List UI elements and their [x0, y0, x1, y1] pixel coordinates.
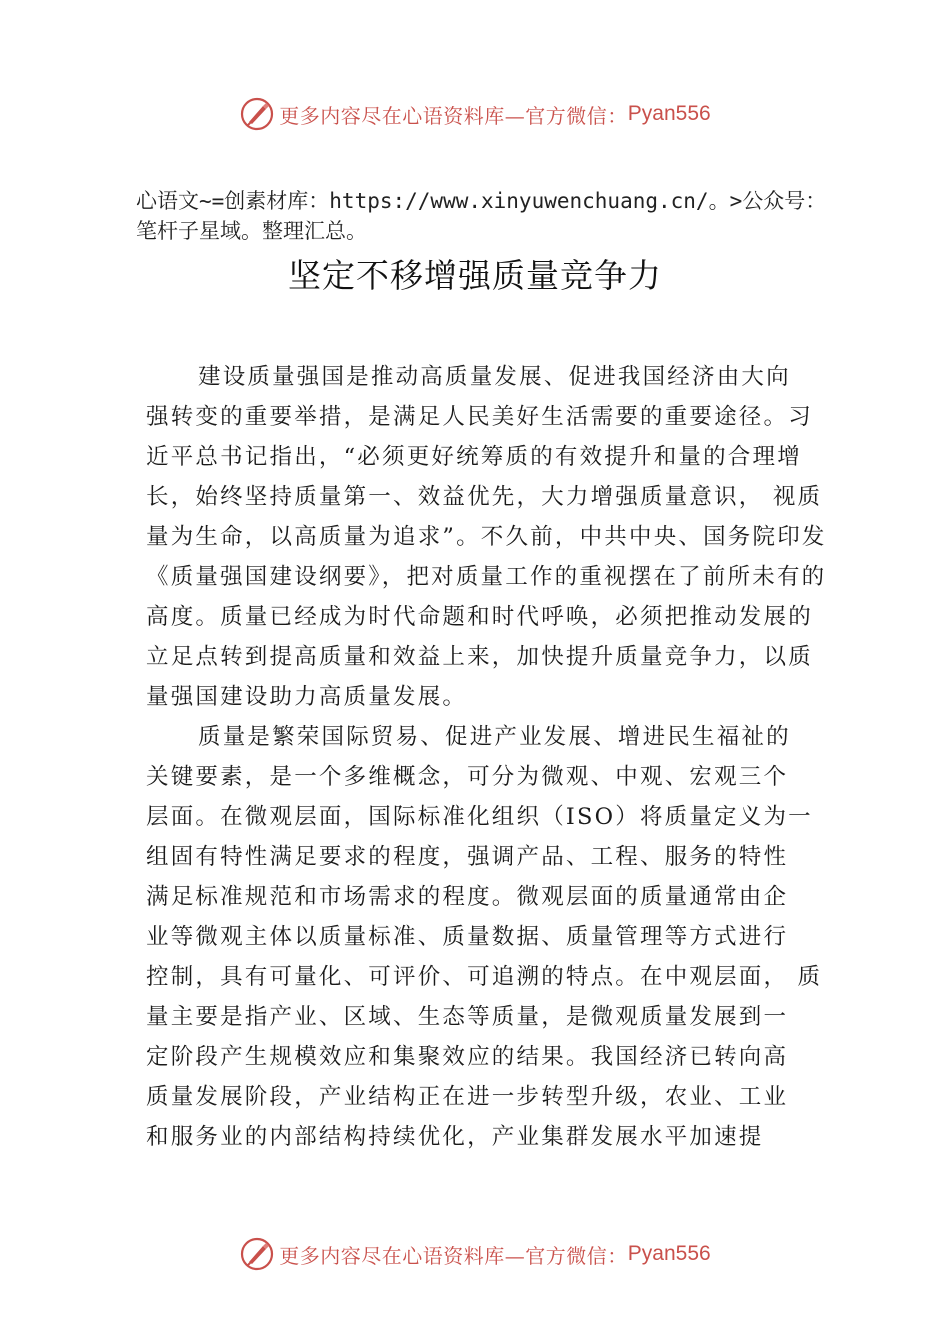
paragraph-line: 建设质量强国是推动高质量发展、促进我国经济由大向 [198, 364, 791, 390]
source-line: 心语文~=创素材库：https://www.xinyuwenchuang.cn/。>公众号：笔杆子星域。整理汇总。 [136, 189, 827, 243]
paragraph-line: 质量是繁荣国际贸易、促进产业发展、增进民生福祉的 [198, 724, 791, 750]
footer-banner [0, 1234, 950, 1274]
wechat-id: Pyan556 [627, 1242, 711, 1265]
paragraph-line: 高度。质量已经成为时代命题和时代呼唤，必须把推动发展的 [146, 604, 813, 630]
paragraph-line: 质量发展阶段，产业结构正在进一步转型升级，农业、工业 [146, 1084, 789, 1110]
paragraph-line: 立足点转到提高质量和效益上来，加快提升质量竞争力，以质 [146, 644, 813, 670]
paragraph-line: 量主要是指产业、区域、生态等质量，是微观质量发展到一 [146, 1004, 789, 1030]
page-title: 坚定不移增强质量竞争力 [288, 256, 662, 295]
paragraph-line: 和服务业的内部结构持续优化，产业集群发展水平加速提 [146, 1124, 764, 1150]
paragraph-line: 量为生命，以高质量为追求”。不久前，中共中央、国务院印发 [146, 524, 827, 550]
paragraph-line: 满足标准规范和市场需求的程度。微观层面的质量通常由企 [146, 884, 789, 910]
banner-text: 更多内容尽在心语资料库—官方微信： [279, 1243, 628, 1268]
paragraph-line: 组固有特性满足要求的程度，强调产品、工程、服务的特性 [146, 844, 789, 870]
wechat-id: Pyan556 [627, 102, 711, 125]
article-body [146, 360, 827, 1160]
paragraph-line: 量强国建设助力高质量发展。 [146, 684, 468, 710]
paragraph-line: 层面。在微观层面，国际标准化组织（ISO）将质量定义为一 [146, 804, 813, 830]
header-banner [0, 94, 950, 134]
pen-logo-icon [239, 96, 275, 132]
paragraph-1 [146, 360, 827, 720]
paragraph-line: 长，始终坚持质量第一、效益优先，大力增强质量意识， 视质 [146, 484, 823, 510]
paragraph-line: 近平总书记指出，“必须更好统筹质的有效提升和量的合理增 [146, 444, 802, 470]
pen-logo-icon [239, 1236, 275, 1272]
banner-text: 更多内容尽在心语资料库—官方微信： [279, 103, 628, 128]
paragraph-line: 业等微观主体以质量标准、质量数据、质量管理等方式进行 [146, 924, 789, 950]
paragraph-2 [146, 720, 823, 1160]
paragraph-line: 《质量强国建设纲要》，把对质量工作的重视摆在了前所未有的 [146, 564, 827, 590]
paragraph-line: 控制，具有可量化、可评价、可追溯的特点。在中观层面， 质 [146, 964, 823, 990]
paragraph-line: 关键要素，是一个多维概念，可分为微观、中观、宏观三个 [146, 764, 789, 790]
paragraph-line: 定阶段产生规模效应和集聚效应的结果。我国经济已转向高 [146, 1044, 789, 1070]
paragraph-line: 强转变的重要举措，是满足人民美好生活需要的重要途径。习 [146, 404, 813, 430]
